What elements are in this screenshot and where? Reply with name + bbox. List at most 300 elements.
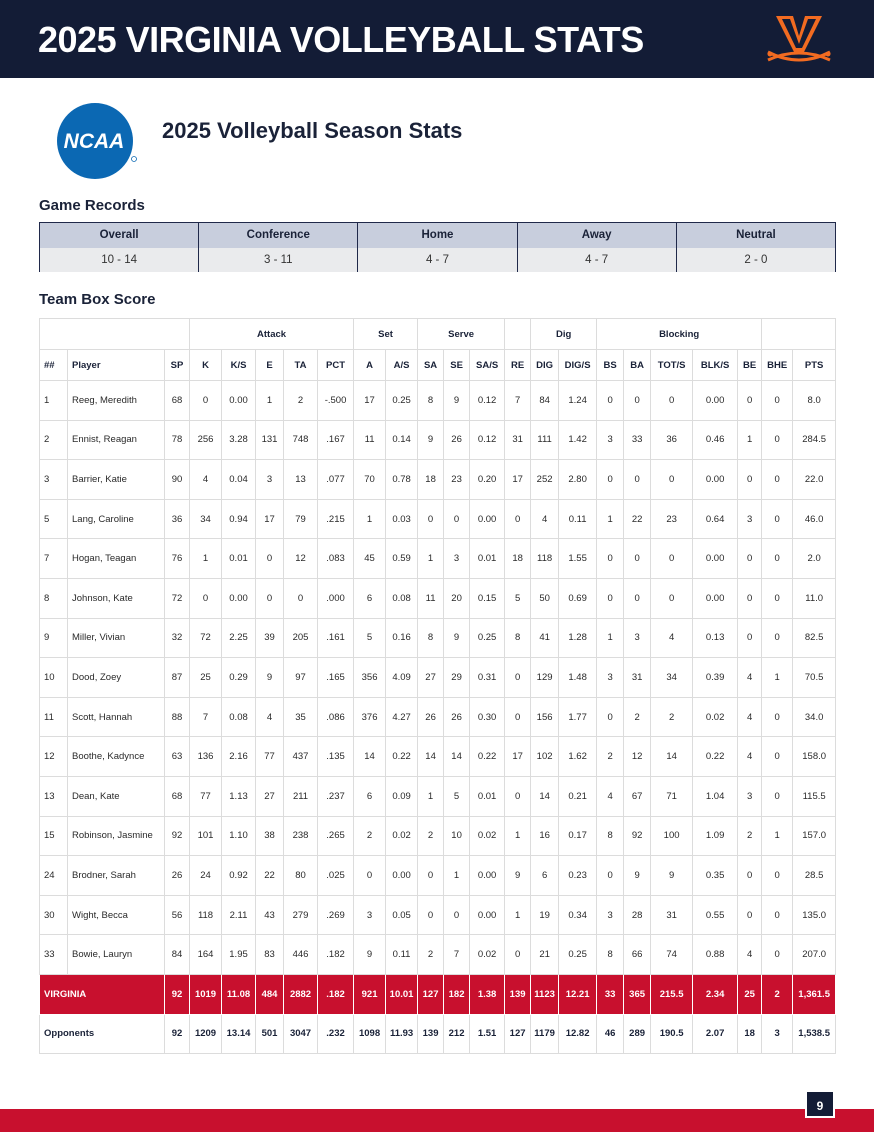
column-header: PTS bbox=[793, 350, 836, 381]
column-header: ## bbox=[40, 350, 68, 381]
stat-cell: 6 bbox=[531, 856, 559, 896]
stat-cell: .215 bbox=[318, 499, 354, 539]
stat-cell: 0.02 bbox=[693, 697, 738, 737]
stat-cell: Brodner, Sarah bbox=[68, 856, 165, 896]
stat-cell: 87 bbox=[165, 658, 190, 698]
stat-cell: 1.24 bbox=[559, 381, 597, 421]
stat-cell: 2 bbox=[651, 697, 693, 737]
records-value-conference: 3 - 11 bbox=[199, 248, 358, 272]
stat-cell: 1 bbox=[762, 816, 793, 856]
stat-cell: 238 bbox=[284, 816, 318, 856]
stat-cell: 17 bbox=[505, 460, 531, 500]
stat-cell: 1 bbox=[418, 776, 444, 816]
stat-cell: 376 bbox=[354, 697, 386, 737]
stat-cell: 0 bbox=[190, 381, 222, 421]
stat-cell: 0 bbox=[762, 737, 793, 777]
stat-cell: 2 bbox=[40, 420, 68, 460]
stat-cell: 0.00 bbox=[222, 381, 256, 421]
stat-cell: 0.00 bbox=[693, 539, 738, 579]
team-stat-cell: 11.08 bbox=[222, 974, 256, 1014]
stat-cell: 26 bbox=[165, 856, 190, 896]
stat-cell: 38 bbox=[256, 816, 284, 856]
stat-cell: 0 bbox=[597, 539, 624, 579]
stat-cell: 748 bbox=[284, 420, 318, 460]
team-stat-cell: 501 bbox=[256, 1014, 284, 1054]
records-header-home: Home bbox=[358, 223, 517, 248]
stat-cell: 0.00 bbox=[693, 381, 738, 421]
stat-cell: 0.00 bbox=[222, 578, 256, 618]
team-stat-cell: 2.07 bbox=[693, 1014, 738, 1054]
stat-cell: 1.42 bbox=[559, 420, 597, 460]
column-header: K/S bbox=[222, 350, 256, 381]
stat-cell: 0.08 bbox=[222, 697, 256, 737]
team-stat-cell: 13.14 bbox=[222, 1014, 256, 1054]
stat-cell: 2 bbox=[284, 381, 318, 421]
stat-cell: 1 bbox=[256, 381, 284, 421]
player-row bbox=[40, 420, 836, 460]
stat-cell: 356 bbox=[354, 658, 386, 698]
stat-cell: Lang, Caroline bbox=[68, 499, 165, 539]
stat-cell: 9 bbox=[354, 935, 386, 975]
stat-cell: 102 bbox=[531, 737, 559, 777]
column-header: BA bbox=[624, 350, 651, 381]
stat-cell: 0.02 bbox=[470, 816, 505, 856]
stat-cell: 157.0 bbox=[793, 816, 836, 856]
stat-cell: 1.62 bbox=[559, 737, 597, 777]
team-stat-cell: 139 bbox=[505, 974, 531, 1014]
stat-cell: 2.80 bbox=[559, 460, 597, 500]
team-stat-cell: 25 bbox=[738, 974, 762, 1014]
virginia-v-sabres-logo bbox=[766, 12, 832, 68]
stat-cell: 0.59 bbox=[386, 539, 418, 579]
team-stat-cell: 1098 bbox=[354, 1014, 386, 1054]
virginia-total-row bbox=[40, 974, 836, 1014]
stat-cell: 24 bbox=[190, 856, 222, 896]
stat-cell: 4 bbox=[738, 935, 762, 975]
stat-cell: 3 bbox=[256, 460, 284, 500]
stat-cell: 0.11 bbox=[559, 499, 597, 539]
stat-cell: 10 bbox=[40, 658, 68, 698]
stat-cell: 0 bbox=[762, 935, 793, 975]
stat-cell: 3 bbox=[597, 895, 624, 935]
stat-cell: 50 bbox=[531, 578, 559, 618]
stat-cell: 0.01 bbox=[470, 776, 505, 816]
stat-cell: 4.09 bbox=[386, 658, 418, 698]
stat-cell: 3 bbox=[597, 420, 624, 460]
stat-cell: 0 bbox=[762, 539, 793, 579]
stat-cell: 0.11 bbox=[386, 935, 418, 975]
stat-cell: 0 bbox=[762, 460, 793, 500]
stat-cell: 9 bbox=[505, 856, 531, 896]
stat-cell: 136 bbox=[190, 737, 222, 777]
stat-cell: 0 bbox=[418, 856, 444, 896]
stat-cell: 23 bbox=[651, 499, 693, 539]
team-stat-cell: 190.5 bbox=[651, 1014, 693, 1054]
group-serve: Serve bbox=[418, 319, 505, 350]
stat-cell: 2 bbox=[597, 737, 624, 777]
stat-cell: 22 bbox=[256, 856, 284, 896]
column-header: SE bbox=[444, 350, 470, 381]
stat-cell: 0 bbox=[624, 381, 651, 421]
stat-cell: .265 bbox=[318, 816, 354, 856]
team-stat-cell: 484 bbox=[256, 974, 284, 1014]
stat-cell: 7 bbox=[505, 381, 531, 421]
stat-cell: 135.0 bbox=[793, 895, 836, 935]
stat-cell: 0.09 bbox=[386, 776, 418, 816]
stat-cell: 164 bbox=[190, 935, 222, 975]
stat-cell: 2 bbox=[418, 816, 444, 856]
stat-cell: 0 bbox=[762, 856, 793, 896]
stat-cell: 0 bbox=[738, 895, 762, 935]
stat-cell: 1 bbox=[738, 420, 762, 460]
stat-cell: 0.21 bbox=[559, 776, 597, 816]
stat-cell: 2.16 bbox=[222, 737, 256, 777]
stat-cell: 0 bbox=[256, 578, 284, 618]
stat-cell: 0 bbox=[505, 935, 531, 975]
team-stat-cell: 182 bbox=[444, 974, 470, 1014]
stat-cell: 4.27 bbox=[386, 697, 418, 737]
team-stat-cell: 2.34 bbox=[693, 974, 738, 1014]
stat-cell: 0 bbox=[505, 658, 531, 698]
stat-cell: 0.30 bbox=[470, 697, 505, 737]
stat-cell: 1 bbox=[505, 895, 531, 935]
column-header: A/S bbox=[386, 350, 418, 381]
records-header-conference: Conference bbox=[199, 223, 358, 248]
stat-cell: 0 bbox=[624, 460, 651, 500]
stat-cell: 1.77 bbox=[559, 697, 597, 737]
stat-cell: 31 bbox=[651, 895, 693, 935]
stat-cell: 88 bbox=[165, 697, 190, 737]
team-stat-cell: 33 bbox=[597, 974, 624, 1014]
stat-cell: 56 bbox=[165, 895, 190, 935]
stat-cell: 0.16 bbox=[386, 618, 418, 658]
stat-cell: Bowie, Lauryn bbox=[68, 935, 165, 975]
stat-cell: 11 bbox=[354, 420, 386, 460]
team-stat-cell: 1.38 bbox=[470, 974, 505, 1014]
stat-cell: 4 bbox=[597, 776, 624, 816]
player-row bbox=[40, 737, 836, 777]
stat-cell: 36 bbox=[651, 420, 693, 460]
stat-cell: 43 bbox=[256, 895, 284, 935]
stat-cell: 0 bbox=[444, 895, 470, 935]
stat-cell: 16 bbox=[531, 816, 559, 856]
stat-cell: 74 bbox=[651, 935, 693, 975]
column-header: TOT/S bbox=[651, 350, 693, 381]
stat-cell: 11 bbox=[418, 578, 444, 618]
stat-cell: 1 bbox=[505, 816, 531, 856]
stat-cell: 437 bbox=[284, 737, 318, 777]
stat-cell: 3 bbox=[40, 460, 68, 500]
stat-cell: 0 bbox=[738, 618, 762, 658]
records-header-overall: Overall bbox=[40, 223, 199, 248]
stat-cell: Miller, Vivian bbox=[68, 618, 165, 658]
stat-cell: 25 bbox=[190, 658, 222, 698]
stat-cell: 11.0 bbox=[793, 578, 836, 618]
team-stat-cell: 1019 bbox=[190, 974, 222, 1014]
footer-bar bbox=[0, 1109, 874, 1132]
column-header: BS bbox=[597, 350, 624, 381]
stat-cell: Wight, Becca bbox=[68, 895, 165, 935]
stat-cell: 2.25 bbox=[222, 618, 256, 658]
stat-cell: 0.04 bbox=[222, 460, 256, 500]
stat-cell: 3 bbox=[354, 895, 386, 935]
ncaa-logo bbox=[56, 101, 138, 183]
stat-cell: 33 bbox=[40, 935, 68, 975]
page-header bbox=[0, 0, 874, 78]
stat-cell: 68 bbox=[165, 776, 190, 816]
stat-cell: 34 bbox=[190, 499, 222, 539]
stat-cell: 1.13 bbox=[222, 776, 256, 816]
stat-cell: 0 bbox=[284, 578, 318, 618]
stat-cell: 70 bbox=[354, 460, 386, 500]
stat-cell: 1 bbox=[418, 539, 444, 579]
stat-cell: 84 bbox=[165, 935, 190, 975]
player-row bbox=[40, 935, 836, 975]
team-stat-cell: 11.93 bbox=[386, 1014, 418, 1054]
team-stat-cell: 139 bbox=[418, 1014, 444, 1054]
stat-cell: 5 bbox=[40, 499, 68, 539]
stat-cell: 0.29 bbox=[222, 658, 256, 698]
column-header: RE bbox=[505, 350, 531, 381]
stat-cell: 1 bbox=[40, 381, 68, 421]
stat-cell: 79 bbox=[284, 499, 318, 539]
stat-cell: 3 bbox=[444, 539, 470, 579]
stat-cell: 115.5 bbox=[793, 776, 836, 816]
team-stat-cell: 1,361.5 bbox=[793, 974, 836, 1014]
stat-cell: 1.55 bbox=[559, 539, 597, 579]
stat-cell: Scott, Hannah bbox=[68, 697, 165, 737]
stat-cell: 34 bbox=[651, 658, 693, 698]
team-stat-cell: 92 bbox=[165, 974, 190, 1014]
player-row bbox=[40, 578, 836, 618]
stat-cell: 1 bbox=[444, 856, 470, 896]
stat-cell: 0.14 bbox=[386, 420, 418, 460]
team-stat-cell: 127 bbox=[505, 1014, 531, 1054]
stat-cell: .269 bbox=[318, 895, 354, 935]
stat-cell: 0 bbox=[762, 381, 793, 421]
stat-cell: 2 bbox=[738, 816, 762, 856]
stat-cell: 1 bbox=[354, 499, 386, 539]
stat-cell: 8 bbox=[505, 618, 531, 658]
stat-cell: 1.09 bbox=[693, 816, 738, 856]
stat-cell: 3 bbox=[597, 658, 624, 698]
team-stat-cell: .182 bbox=[318, 974, 354, 1014]
stat-cell: 0 bbox=[624, 578, 651, 618]
stat-cell: 0 bbox=[762, 499, 793, 539]
stat-cell: 4 bbox=[531, 499, 559, 539]
team-stat-cell: 2882 bbox=[284, 974, 318, 1014]
stat-cell: 0.55 bbox=[693, 895, 738, 935]
stat-cell: 8.0 bbox=[793, 381, 836, 421]
stat-cell: 4 bbox=[190, 460, 222, 500]
team-stat-cell: 1179 bbox=[531, 1014, 559, 1054]
team-stat-cell: 1.51 bbox=[470, 1014, 505, 1054]
stat-cell: 17 bbox=[505, 737, 531, 777]
stat-cell: 0 bbox=[505, 499, 531, 539]
team-name: VIRGINIA bbox=[40, 974, 165, 1014]
stat-cell: 13 bbox=[40, 776, 68, 816]
stat-cell: 9 bbox=[418, 420, 444, 460]
stat-cell: 0.34 bbox=[559, 895, 597, 935]
stat-cell: 78 bbox=[165, 420, 190, 460]
stat-cell: 6 bbox=[354, 776, 386, 816]
stat-cell: 0.13 bbox=[693, 618, 738, 658]
stat-cell: 67 bbox=[624, 776, 651, 816]
player-row bbox=[40, 895, 836, 935]
stat-cell: 279 bbox=[284, 895, 318, 935]
stat-cell: 36 bbox=[165, 499, 190, 539]
stat-cell: 18 bbox=[505, 539, 531, 579]
stat-cell: 11 bbox=[40, 697, 68, 737]
stat-cell: 13 bbox=[284, 460, 318, 500]
stat-cell: 7 bbox=[40, 539, 68, 579]
stat-cell: 0 bbox=[597, 460, 624, 500]
stat-cell: 0 bbox=[418, 895, 444, 935]
stat-cell: 256 bbox=[190, 420, 222, 460]
stat-cell: 45 bbox=[354, 539, 386, 579]
stat-cell: 9 bbox=[444, 618, 470, 658]
stat-cell: 19 bbox=[531, 895, 559, 935]
records-value-away: 4 - 7 bbox=[517, 248, 676, 272]
stat-cell: 0 bbox=[738, 539, 762, 579]
stat-cell: 9 bbox=[40, 618, 68, 658]
stat-cell: 66 bbox=[624, 935, 651, 975]
team-stat-cell: 215.5 bbox=[651, 974, 693, 1014]
player-row bbox=[40, 856, 836, 896]
team-stat-cell: 1123 bbox=[531, 974, 559, 1014]
stat-cell: 70.5 bbox=[793, 658, 836, 698]
stat-cell: Robinson, Jasmine bbox=[68, 816, 165, 856]
stat-cell: Barrier, Katie bbox=[68, 460, 165, 500]
stat-cell: 0.02 bbox=[386, 816, 418, 856]
column-header: PCT bbox=[318, 350, 354, 381]
stat-cell: 14 bbox=[651, 737, 693, 777]
stat-cell: 156 bbox=[531, 697, 559, 737]
stat-cell: 35 bbox=[284, 697, 318, 737]
stat-cell: 118 bbox=[531, 539, 559, 579]
stat-cell: 72 bbox=[165, 578, 190, 618]
player-row bbox=[40, 499, 836, 539]
stat-cell: 0.01 bbox=[222, 539, 256, 579]
stat-cell: 0.08 bbox=[386, 578, 418, 618]
stat-cell: 72 bbox=[190, 618, 222, 658]
records-value-home: 4 - 7 bbox=[358, 248, 517, 272]
stat-cell: Johnson, Kate bbox=[68, 578, 165, 618]
stat-cell: 0.00 bbox=[470, 499, 505, 539]
stat-cell: 5 bbox=[354, 618, 386, 658]
stat-cell: 0.22 bbox=[470, 737, 505, 777]
stat-cell: 0.20 bbox=[470, 460, 505, 500]
stat-cell: Reeg, Meredith bbox=[68, 381, 165, 421]
stat-cell: 0.35 bbox=[693, 856, 738, 896]
stat-cell: 22 bbox=[624, 499, 651, 539]
team-stat-cell: 1,538.5 bbox=[793, 1014, 836, 1054]
group-blocking: Blocking bbox=[597, 319, 762, 350]
stat-cell: 0 bbox=[190, 578, 222, 618]
stat-cell: 0 bbox=[651, 539, 693, 579]
stat-cell: 0 bbox=[738, 381, 762, 421]
team-name: Opponents bbox=[40, 1014, 165, 1054]
stat-cell: 2 bbox=[624, 697, 651, 737]
column-header: SP bbox=[165, 350, 190, 381]
stat-cell: 2 bbox=[354, 816, 386, 856]
stat-cell: 9 bbox=[256, 658, 284, 698]
stat-cell: 446 bbox=[284, 935, 318, 975]
stat-cell: 0.00 bbox=[693, 578, 738, 618]
group-attack: Attack bbox=[190, 319, 354, 350]
stat-cell: 21 bbox=[531, 935, 559, 975]
stat-cell: 0 bbox=[651, 381, 693, 421]
game-records-heading: Game Records bbox=[39, 197, 145, 214]
stat-cell: 0.02 bbox=[470, 935, 505, 975]
team-stat-cell: 12.21 bbox=[559, 974, 597, 1014]
stat-cell: 34.0 bbox=[793, 697, 836, 737]
stat-cell: 4 bbox=[738, 697, 762, 737]
stat-cell: 0 bbox=[505, 697, 531, 737]
stat-cell: 9 bbox=[651, 856, 693, 896]
team-stat-cell: 127 bbox=[418, 974, 444, 1014]
stat-cell: 27 bbox=[418, 658, 444, 698]
stat-cell: 31 bbox=[505, 420, 531, 460]
stat-cell: 18 bbox=[418, 460, 444, 500]
column-header: Player bbox=[68, 350, 165, 381]
team-stat-cell: 12.82 bbox=[559, 1014, 597, 1054]
stat-cell: 5 bbox=[444, 776, 470, 816]
stat-cell: 8 bbox=[597, 816, 624, 856]
stat-cell: 71 bbox=[651, 776, 693, 816]
column-header: K bbox=[190, 350, 222, 381]
stat-cell: 2.11 bbox=[222, 895, 256, 935]
stat-cell: 111 bbox=[531, 420, 559, 460]
stat-cell: 0 bbox=[738, 856, 762, 896]
stat-cell: 0.25 bbox=[470, 618, 505, 658]
stat-cell: 26 bbox=[444, 697, 470, 737]
stat-cell: 29 bbox=[444, 658, 470, 698]
group-dig: Dig bbox=[531, 319, 597, 350]
stat-cell: 28 bbox=[624, 895, 651, 935]
column-header: SA/S bbox=[470, 350, 505, 381]
column-header: DIG/S bbox=[559, 350, 597, 381]
stat-cell: 0 bbox=[597, 381, 624, 421]
stat-cell: 0.03 bbox=[386, 499, 418, 539]
stat-cell: 46.0 bbox=[793, 499, 836, 539]
stat-cell: 0.69 bbox=[559, 578, 597, 618]
team-stat-cell: 46 bbox=[597, 1014, 624, 1054]
stat-cell: 211 bbox=[284, 776, 318, 816]
stat-cell: .182 bbox=[318, 935, 354, 975]
stat-cell: 118 bbox=[190, 895, 222, 935]
stat-cell: 68 bbox=[165, 381, 190, 421]
stat-cell: 1 bbox=[597, 499, 624, 539]
stat-cell: 28.5 bbox=[793, 856, 836, 896]
stat-cell: 0.31 bbox=[470, 658, 505, 698]
stat-cell: 8 bbox=[418, 618, 444, 658]
stat-cell: 0 bbox=[762, 618, 793, 658]
stat-cell: 0 bbox=[505, 776, 531, 816]
stat-cell: 0.25 bbox=[559, 935, 597, 975]
stat-cell: 1 bbox=[190, 539, 222, 579]
stat-cell: 84 bbox=[531, 381, 559, 421]
stat-cell: 77 bbox=[256, 737, 284, 777]
team-box-score-heading: Team Box Score bbox=[39, 291, 156, 308]
stat-cell: 0 bbox=[624, 539, 651, 579]
column-header: BE bbox=[738, 350, 762, 381]
stat-cell: 4 bbox=[738, 737, 762, 777]
opponents-total-row bbox=[40, 1014, 836, 1054]
stat-cell: 30 bbox=[40, 895, 68, 935]
team-stat-cell: 3 bbox=[762, 1014, 793, 1054]
stat-cell: 5 bbox=[505, 578, 531, 618]
